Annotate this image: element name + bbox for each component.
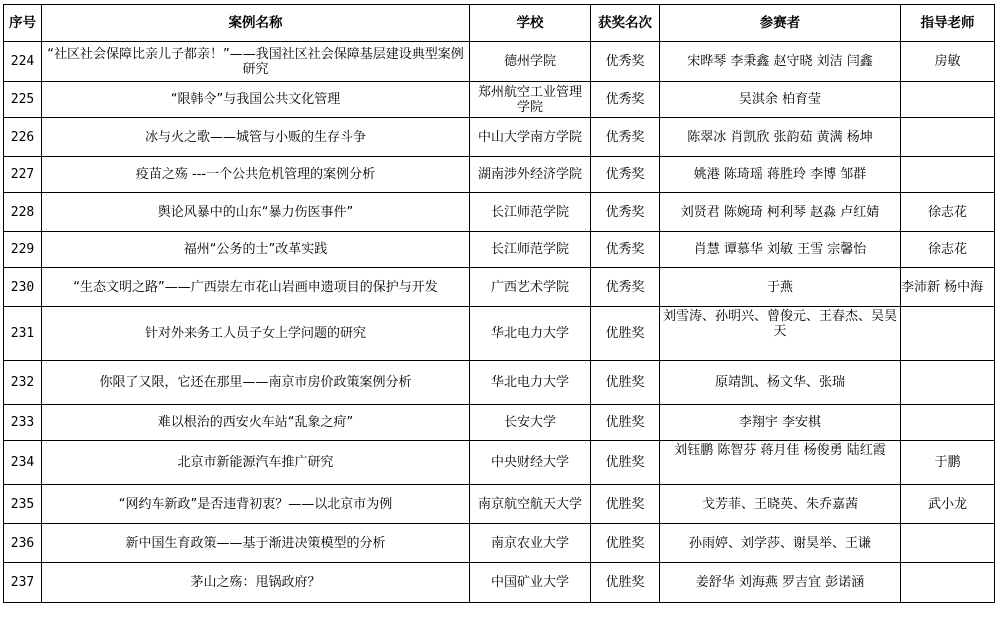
header-advisor: 指导老师: [901, 5, 995, 42]
cell-no: 228: [4, 193, 42, 232]
cell-advisor: 李沛新 杨中海: [901, 268, 995, 307]
cell-advisor: [901, 118, 995, 157]
cell-participants: 原靖凯、杨文华、张瑞: [660, 361, 901, 405]
cell-case-name: 福州“公务的士”改革实践: [42, 232, 470, 268]
table-row: [4, 193, 995, 232]
cell-case-name: “限韩令”与我国公共文化管理: [42, 82, 470, 118]
cell-advisor: [901, 307, 995, 361]
cell-school: 郑州航空工业管理学院: [470, 82, 591, 118]
cell-no: 236: [4, 524, 42, 563]
cell-no: 231: [4, 307, 42, 361]
header-case-name: 案例名称: [42, 5, 470, 42]
cell-school: 长安大学: [470, 405, 591, 441]
table-row: [4, 232, 995, 268]
cell-advisor: [901, 361, 995, 405]
cell-case-name: 针对外来务工人员子女上学问题的研究: [42, 307, 470, 361]
cell-participants: 刘贤君 陈婉琦 柯利琴 赵淼 卢红婧: [660, 193, 901, 232]
cell-advisor: [901, 157, 995, 193]
cell-case-name: “生态文明之路”——广西崇左市花山岩画申遗项目的保护与开发: [42, 268, 470, 307]
cell-no: 224: [4, 42, 42, 82]
cell-school: 湖南涉外经济学院: [470, 157, 591, 193]
cell-school: 德州学院: [470, 42, 591, 82]
cell-award: 优胜奖: [591, 361, 660, 405]
cell-advisor: [901, 82, 995, 118]
cell-no: 227: [4, 157, 42, 193]
cell-award: 优胜奖: [591, 563, 660, 603]
cell-no: 232: [4, 361, 42, 405]
cell-award: 优胜奖: [591, 485, 660, 524]
cell-no: 234: [4, 441, 42, 485]
cell-participants: 肖慧 谭慕华 刘敏 王雪 宗馨怡: [660, 232, 901, 268]
cell-school: 长江师范学院: [470, 193, 591, 232]
cell-participants: 刘钰鹏 陈智芬 蒋月佳 杨俊勇 陆红霞: [660, 441, 901, 485]
awards-table: [3, 4, 995, 603]
cell-award: 优胜奖: [591, 405, 660, 441]
cell-advisor: 徐志花: [901, 193, 995, 232]
table-row: [4, 405, 995, 441]
cell-case-name: “网约车新政”是否违背初衷？——以北京市为例: [42, 485, 470, 524]
cell-participants: 吴淇余 柏育莹: [660, 82, 901, 118]
cell-award: 优秀奖: [591, 268, 660, 307]
cell-participants: 宋晔琴 李秉鑫 赵守晓 刘洁 闫鑫: [660, 42, 901, 82]
table-row: [4, 82, 995, 118]
cell-participants: 戈芳菲、王晓英、朱乔嘉茜: [660, 485, 901, 524]
cell-advisor: 房敏: [901, 42, 995, 82]
cell-award: 优秀奖: [591, 193, 660, 232]
cell-school: 广西艺术学院: [470, 268, 591, 307]
cell-school: 中央财经大学: [470, 441, 591, 485]
cell-case-name: 舆论风暴中的山东“暴力伤医事件”: [42, 193, 470, 232]
cell-advisor: [901, 405, 995, 441]
cell-award: 优胜奖: [591, 524, 660, 563]
cell-school: 华北电力大学: [470, 361, 591, 405]
table-row: [4, 157, 995, 193]
cell-no: 230: [4, 268, 42, 307]
table-row: [4, 524, 995, 563]
cell-school: 中国矿业大学: [470, 563, 591, 603]
table-row: [4, 485, 995, 524]
table-row: [4, 118, 995, 157]
cell-case-name: “社区社会保障比亲儿子都亲！”——我国社区社会保障基层建设典型案例研究: [42, 42, 470, 82]
header-participants: 参赛者: [660, 5, 901, 42]
cell-participants: 于燕: [660, 268, 901, 307]
cell-no: 229: [4, 232, 42, 268]
cell-no: 226: [4, 118, 42, 157]
header-no: 序号: [4, 5, 42, 42]
cell-participants: 陈翠冰 肖凯欣 张韵茹 黄满 杨坤: [660, 118, 901, 157]
cell-case-name: 冰与火之歌——城管与小贩的生存斗争: [42, 118, 470, 157]
table-row: [4, 42, 995, 82]
cell-school: 长江师范学院: [470, 232, 591, 268]
cell-award: 优秀奖: [591, 232, 660, 268]
table-row: [4, 361, 995, 405]
cell-participants: 刘雪涛、孙明兴、曾俊元、王春杰、吴昊天: [660, 307, 901, 361]
cell-advisor: 徐志花: [901, 232, 995, 268]
header-award: 获奖名次: [591, 5, 660, 42]
cell-award: 优胜奖: [591, 441, 660, 485]
cell-award: 优秀奖: [591, 42, 660, 82]
table-row: [4, 563, 995, 603]
cell-case-name: 茅山之殇：甩锅政府？: [42, 563, 470, 603]
cell-no: 237: [4, 563, 42, 603]
cell-case-name: 你限了又限，它还在那里——南京市房价政策案例分析: [42, 361, 470, 405]
cell-advisor: 于鹏: [901, 441, 995, 485]
header-school: 学校: [470, 5, 591, 42]
cell-school: 华北电力大学: [470, 307, 591, 361]
cell-case-name: 新中国生育政策——基于渐进决策模型的分析: [42, 524, 470, 563]
cell-case-name: 疫苗之殇 ---一个公共危机管理的案例分析: [42, 157, 470, 193]
cell-participants: 李翔宇 李安棋: [660, 405, 901, 441]
cell-participants: 姜舒华 刘海燕 罗吉宜 彭诺涵: [660, 563, 901, 603]
cell-award: 优秀奖: [591, 157, 660, 193]
cell-case-name: 北京市新能源汽车推广研究: [42, 441, 470, 485]
cell-school: 中山大学南方学院: [470, 118, 591, 157]
cell-award: 优秀奖: [591, 82, 660, 118]
cell-participants: 孙雨婷、刘学莎、谢昊举、王谦: [660, 524, 901, 563]
cell-case-name: 难以根治的西安火车站“乱象之疴”: [42, 405, 470, 441]
table-row: [4, 441, 995, 485]
cell-school: 南京航空航天大学: [470, 485, 591, 524]
cell-advisor: [901, 524, 995, 563]
cell-participants: 姚港 陈琦瑶 蒋胜玲 李博 邹群: [660, 157, 901, 193]
table-row: [4, 307, 995, 361]
cell-award: 优秀奖: [591, 118, 660, 157]
cell-no: 225: [4, 82, 42, 118]
header-row: [4, 5, 995, 42]
cell-no: 233: [4, 405, 42, 441]
table-row: [4, 268, 995, 307]
cell-no: 235: [4, 485, 42, 524]
cell-school: 南京农业大学: [470, 524, 591, 563]
cell-advisor: [901, 563, 995, 603]
cell-advisor: 武小龙: [901, 485, 995, 524]
cell-award: 优胜奖: [591, 307, 660, 361]
